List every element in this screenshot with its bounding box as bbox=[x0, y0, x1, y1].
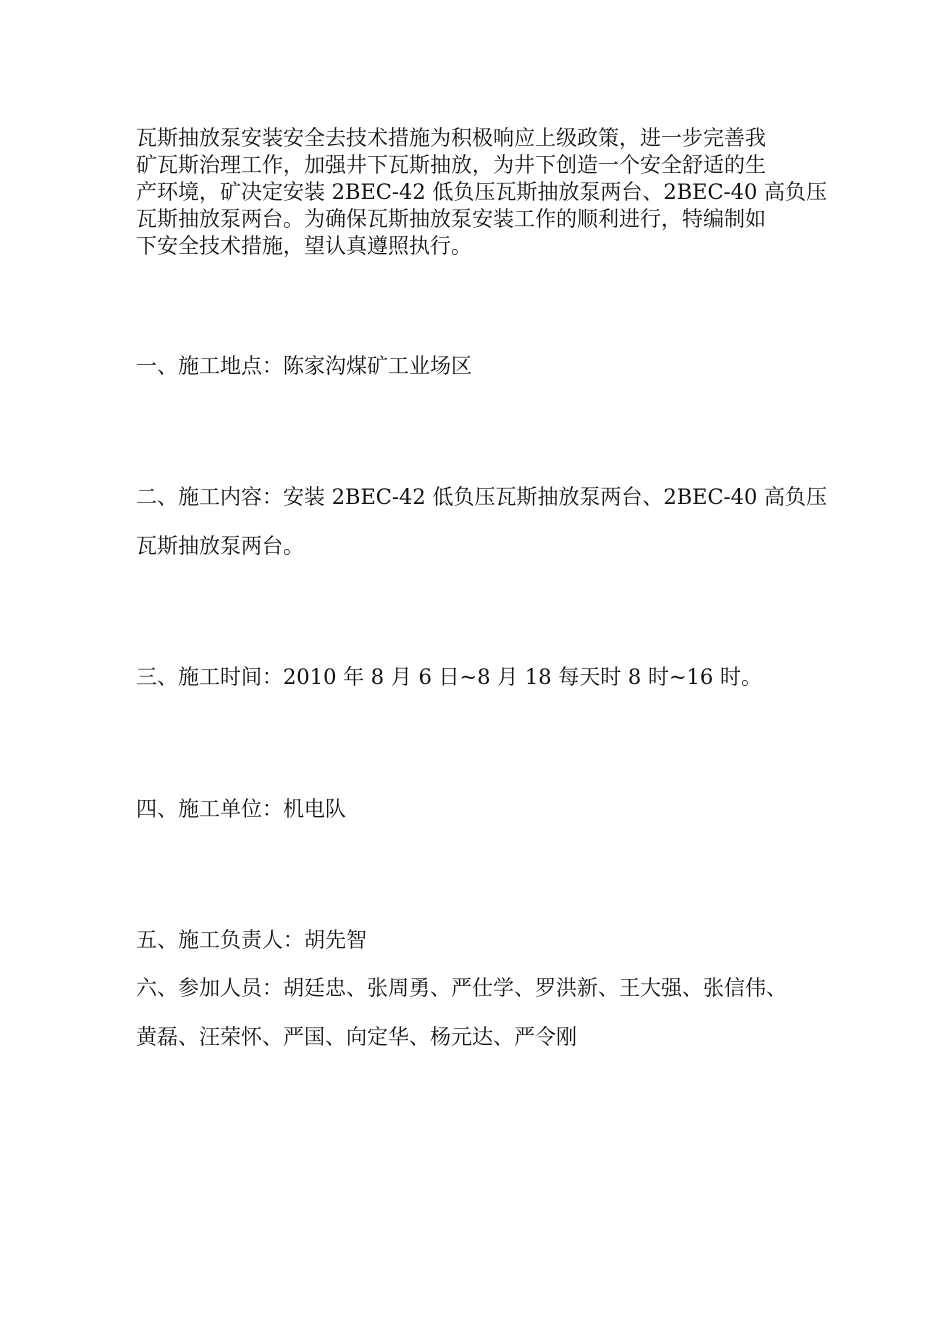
section-responsible-person: 五、施工负责人：胡先智 bbox=[136, 928, 367, 952]
intro-line: 下安全技术措施，望认真遵照执行。 bbox=[136, 234, 472, 258]
section-participants-continued: 黄磊、汪荣怀、严国、向定华、杨元达、严令刚 bbox=[136, 1025, 577, 1049]
section-construction-unit: 四、施工单位：机电队 bbox=[136, 797, 346, 821]
section-participants: 六、参加人员：胡廷忠、张周勇、严仕学、罗洪新、王大强、张信伟、 bbox=[136, 976, 787, 1000]
intro-line: 瓦斯抽放泵安装安全去技术措施为积极响应上级政策，进一步完善我 bbox=[136, 126, 766, 150]
intro-line: 矿瓦斯治理工作，加强井下瓦斯抽放，为井下创造一个安全舒适的生 bbox=[136, 153, 766, 177]
intro-paragraph bbox=[136, 125, 826, 260]
section-construction-location: 一、施工地点：陈家沟煤矿工业场区 bbox=[136, 354, 472, 378]
intro-line: 产环境，矿决定安装 2BEC-42 低负压瓦斯抽放泵两台、2BEC-40 高负压 bbox=[136, 180, 828, 204]
section-construction-time: 三、施工时间：2010 年 8 月 6 日~8 月 18 每天时 8 时~16 时。 bbox=[136, 665, 762, 689]
section-construction-content: 二、施工内容：安装 2BEC-42 低负压瓦斯抽放泵两台、2BEC-40 高负压 bbox=[136, 485, 828, 509]
section-construction-content-continued: 瓦斯抽放泵两台。 bbox=[136, 534, 304, 558]
intro-line: 瓦斯抽放泵两台。为确保瓦斯抽放泵安装工作的顺利进行，特编制如 bbox=[136, 207, 766, 231]
